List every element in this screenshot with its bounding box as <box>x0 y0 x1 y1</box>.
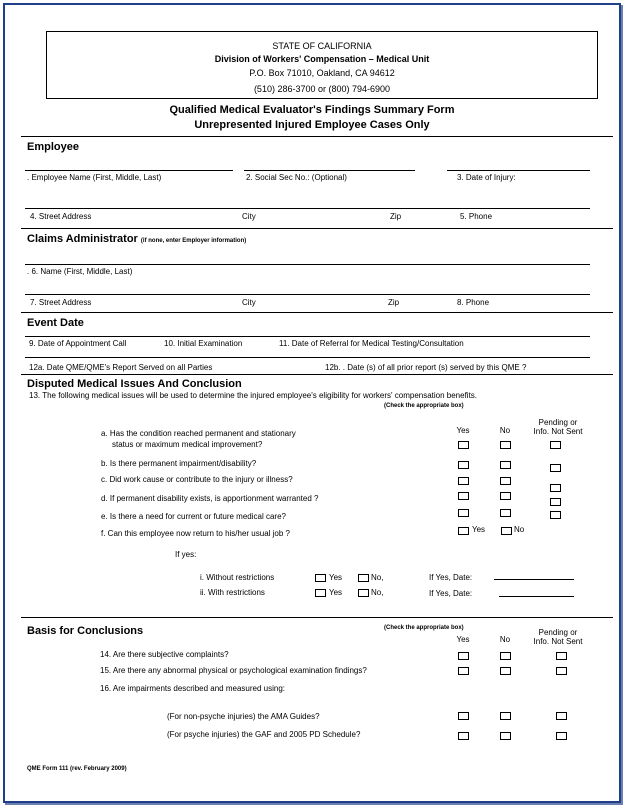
without-restrictions-yes-label: Yes <box>329 573 343 582</box>
with-restrictions-date-line[interactable] <box>499 596 574 597</box>
q13d-no-checkbox[interactable] <box>500 492 511 500</box>
if-yes-label: If yes: <box>175 550 197 559</box>
event-date-heading: Event Date <box>27 317 84 329</box>
q13a-pending-checkbox[interactable] <box>550 441 561 449</box>
q13a-no-checkbox[interactable] <box>500 441 511 449</box>
initial-exam-label: 10. Initial Examination <box>164 339 243 348</box>
with-restrictions-yes-checkbox[interactable] <box>315 589 326 597</box>
q13c-pending-checkbox[interactable] <box>550 484 561 492</box>
check-note: (Check the appropriate box) <box>384 403 464 409</box>
basis-col-pending-line2: Info. Not Sent <box>533 637 583 646</box>
q13d-pending-checkbox[interactable] <box>550 498 561 506</box>
q13c-no-checkbox[interactable] <box>500 477 511 485</box>
claims-admin-title: Claims Administrator <box>27 233 138 245</box>
form-title: Qualified Medical Evaluator's Findings Summary Form <box>169 104 455 116</box>
q13c-yes-checkbox[interactable] <box>458 477 469 485</box>
without-restrictions-no-checkbox[interactable] <box>358 574 369 582</box>
question-13a-line1: a. Has the condition reached permanent and stationary <box>101 429 296 438</box>
state-name: STATE OF CALIFORNIA <box>272 41 372 51</box>
date-of-injury-label: 3. Date of Injury: <box>457 173 516 182</box>
referral-date-label: 11. Date of Referral for Medical Testing/Consultation <box>279 339 464 348</box>
employee-address-line[interactable] <box>25 208 590 209</box>
question-13a-line2: status or maximum medical improvement? <box>112 440 263 449</box>
without-restrictions-no-label: No, <box>371 573 384 582</box>
with-restrictions-yes-label: Yes <box>329 588 343 597</box>
basis-col-no-header: No <box>499 635 511 644</box>
q15-no-checkbox[interactable] <box>500 667 511 675</box>
basis-col-pending-line1: Pending or <box>538 628 578 637</box>
with-restrictions-no-checkbox[interactable] <box>358 589 369 597</box>
form-subtitle: Unrepresented Injured Employee Cases Only <box>194 119 430 131</box>
basis-heading: Basis for Conclusions <box>27 625 144 637</box>
divider <box>21 136 613 137</box>
col-pending-line2: Info. Not Sent <box>533 427 583 436</box>
gaf-schedule-label: (For psyche injuries) the GAF and 2005 PD Schedule? <box>167 730 361 739</box>
with-restrictions-label: ii. With restrictions <box>200 588 265 597</box>
without-restrictions-yes-checkbox[interactable] <box>315 574 326 582</box>
q13e-yes-checkbox[interactable] <box>458 509 469 517</box>
basis-check-note: (Check the appropriate box) <box>384 625 464 631</box>
employee-street-label: 4. Street Address <box>30 212 92 221</box>
claims-city-label: City <box>242 298 256 307</box>
basis-col-pending-header <box>533 628 583 646</box>
q15-pending-checkbox[interactable] <box>556 667 567 675</box>
without-restrictions-date-label: If Yes, Date: <box>429 573 473 582</box>
q13d-yes-checkbox[interactable] <box>458 492 469 500</box>
agency-phone: (510) 286-3700 or (800) 794-6900 <box>253 84 391 94</box>
ssn-line[interactable] <box>244 170 415 171</box>
question-13d: d. If permanent disability exists, is apportionment warranted ? <box>101 494 319 503</box>
question-13-intro: 13. The following medical issues will be used to determine the injured employee's eligibility for workers' compensation benefits. <box>29 391 478 400</box>
divider <box>21 617 613 618</box>
claims-name-label: . 6. Name (First, Middle, Last) <box>27 267 133 276</box>
q13b-pending-checkbox[interactable] <box>550 464 561 472</box>
q14-pending-checkbox[interactable] <box>556 652 567 660</box>
claims-name-line[interactable] <box>25 264 590 265</box>
ama-pending-checkbox[interactable] <box>556 712 567 720</box>
claims-street-label: 7. Street Address <box>30 298 92 307</box>
q13b-yes-checkbox[interactable] <box>458 461 469 469</box>
claims-admin-heading <box>27 233 246 245</box>
employee-heading: Employee <box>27 141 79 153</box>
q13e-no-checkbox[interactable] <box>500 509 511 517</box>
claims-admin-note: (if none, enter Employer information) <box>140 238 247 244</box>
divider <box>21 312 613 313</box>
question-16: 16. Are impairments described and measured using: <box>100 684 285 693</box>
col-pending-header <box>533 418 583 436</box>
divider <box>21 374 613 375</box>
report-dates-line[interactable] <box>25 357 590 358</box>
question-13e: e. Is there a need for current or future medical care? <box>101 512 286 521</box>
without-restrictions-date-line[interactable] <box>494 579 574 580</box>
q14-no-checkbox[interactable] <box>500 652 511 660</box>
q13f-yes-checkbox[interactable] <box>458 527 469 535</box>
ama-no-checkbox[interactable] <box>500 712 511 720</box>
form-footer: QME Form 111 (rev. February 2009) <box>27 766 127 772</box>
date-of-injury-line[interactable] <box>447 170 590 171</box>
gaf-yes-checkbox[interactable] <box>458 732 469 740</box>
ama-guides-label: (For non-psyche injuries) the AMA Guides? <box>167 712 320 721</box>
q15-yes-checkbox[interactable] <box>458 667 469 675</box>
q13f-yes-label: Yes <box>472 525 486 534</box>
question-13f: f. Can this employee now return to his/her usual job ? <box>101 529 290 538</box>
appointment-call-label: 9. Date of Appointment Call <box>29 339 127 348</box>
employee-name-label: . Employee Name (First, Middle, Last) <box>27 173 162 182</box>
claims-address-line[interactable] <box>25 294 590 295</box>
q13a-yes-checkbox[interactable] <box>458 441 469 449</box>
agency-header <box>46 31 598 99</box>
q13f-no-checkbox[interactable] <box>501 527 512 535</box>
q13e-pending-checkbox[interactable] <box>550 511 561 519</box>
basis-col-yes-header: Yes <box>456 635 470 644</box>
question-14: 14. Are there subjective complaints? <box>100 650 229 659</box>
ssn-label: 2. Social Sec No.: (Optional) <box>246 173 347 182</box>
employee-zip-label: Zip <box>390 212 402 221</box>
q13b-no-checkbox[interactable] <box>500 461 511 469</box>
disputed-issues-heading: Disputed Medical Issues And Conclusion <box>27 378 242 390</box>
prior-reports-label: 12b. . Date (s) of all prior report (s) served by this QME ? <box>325 363 527 372</box>
claims-zip-label: Zip <box>388 298 400 307</box>
division-name: Division of Workers' Compensation – Medical Unit <box>214 54 430 64</box>
col-yes-header: Yes <box>456 426 470 435</box>
q14-yes-checkbox[interactable] <box>458 652 469 660</box>
report-served-label: 12a. Date QME/QME's Report Served on all Parties <box>29 363 213 372</box>
employee-name-line[interactable] <box>25 170 233 171</box>
gaf-pending-checkbox[interactable] <box>556 732 567 740</box>
ama-yes-checkbox[interactable] <box>458 712 469 720</box>
question-15: 15. Are there any abnormal physical or psychological examination findings? <box>100 666 367 675</box>
employee-city-label: City <box>242 212 256 221</box>
with-restrictions-no-label: No, <box>371 588 384 597</box>
claims-phone-label: 8. Phone <box>457 298 490 307</box>
employee-phone-label: 5. Phone <box>460 212 493 221</box>
question-13c: c. Did work cause or contribute to the injury or illness? <box>101 475 293 484</box>
gaf-no-checkbox[interactable] <box>500 732 511 740</box>
col-no-header: No <box>499 426 511 435</box>
without-restrictions-label: i. Without restrictions <box>200 573 275 582</box>
event-dates-line[interactable] <box>25 336 590 337</box>
agency-address: P.O. Box 71010, Oakland, CA 94612 <box>249 68 395 78</box>
with-restrictions-date-label: If Yes, Date: <box>429 589 473 598</box>
divider <box>21 228 613 229</box>
question-13b: b. Is there permanent impairment/disability? <box>101 459 257 468</box>
q13f-no-label: No <box>514 525 525 534</box>
col-pending-line1: Pending or <box>538 418 578 427</box>
